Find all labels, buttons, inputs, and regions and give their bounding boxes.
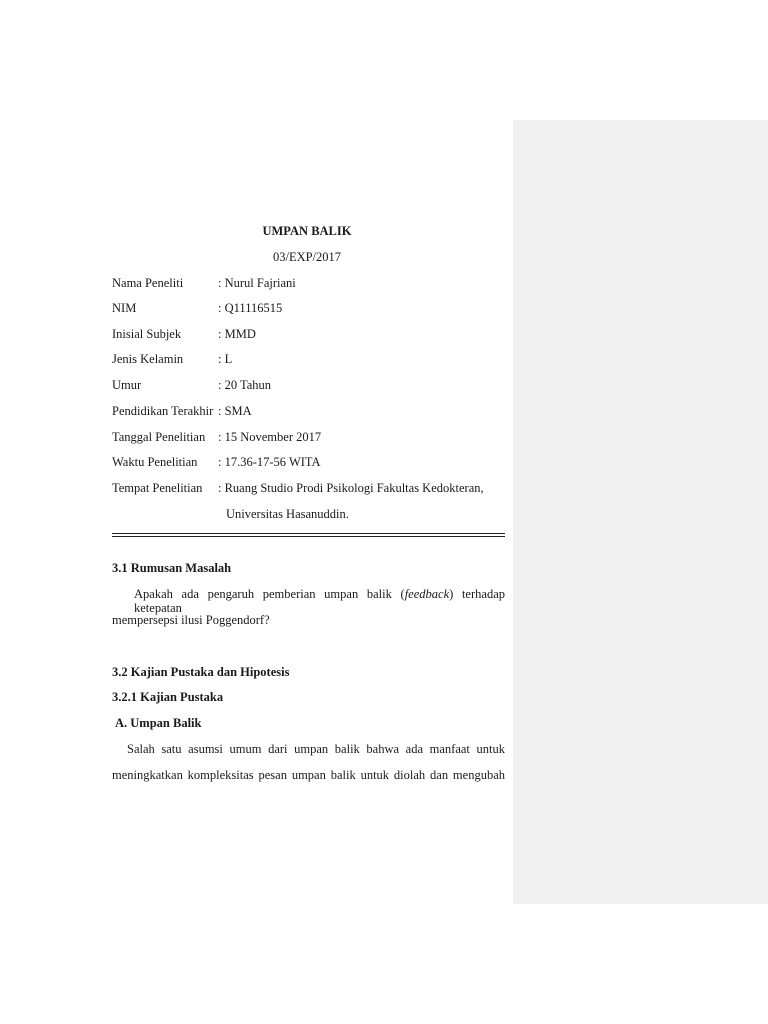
value-jenis-kelamin: : L: [218, 352, 233, 366]
value-umur: : 20 Tahun: [218, 378, 272, 392]
paragraph-3-1-line-2: mempersepsi ilusi Poggendorf?: [112, 613, 270, 627]
value-tempat-penelitian: : Ruang Studio Prodi Psikologi Fakultas Kedokteran,: [218, 481, 484, 495]
value-waktu-penelitian: : 17.36-17-56 WITA: [218, 455, 321, 469]
heading-3-2: 3.2 Kajian Pustaka dan Hipotesis: [112, 665, 290, 679]
divider-line-top: [112, 533, 505, 534]
label-waktu-penelitian: Waktu Penelitian: [112, 455, 198, 469]
label-tanggal-penelitian: Tanggal Penelitian: [112, 430, 206, 444]
document-code: 03/EXP/2017: [272, 250, 342, 264]
value-nama-peneliti: : Nurul Fajriani: [218, 276, 296, 290]
divider-line-bottom: [112, 536, 505, 537]
label-jenis-kelamin: Jenis Kelamin: [112, 352, 184, 366]
value-pendidikan-terakhir: : SMA: [218, 404, 252, 418]
paragraph-3-1-line-1: Apakah ada pengaruh pemberian umpan balik (feedback) terhadap ketepatan: [134, 587, 505, 615]
value-nim: : Q11116515: [218, 301, 283, 315]
heading-3-1: 3.1 Rumusan Masalah: [112, 561, 232, 575]
feedback-term: feedback: [404, 587, 450, 601]
paragraph-a-line-2: meningkatkan kompleksitas pesan umpan balik untuk diolah dan mengubah: [112, 768, 505, 782]
label-umur: Umur: [112, 378, 142, 392]
heading-3-2-1: 3.2.1 Kajian Pustaka: [112, 690, 224, 704]
heading-a-umpan-balik: A. Umpan Balik: [115, 716, 202, 730]
label-nim: NIM: [112, 301, 137, 315]
value-tempat-penelitian-cont: Universitas Hasanuddin.: [226, 507, 349, 521]
label-pendidikan-terakhir: Pendidikan Terakhir: [112, 404, 214, 418]
paragraph-a-line-1: Salah satu asumsi umum dari umpan balik bahwa ada manfaat untuk: [127, 742, 505, 756]
label-nama-peneliti: Nama Peneliti: [112, 276, 184, 290]
page-title: UMPAN BALIK: [262, 224, 352, 238]
label-tempat-penelitian: Tempat Penelitian: [112, 481, 203, 495]
value-tanggal-penelitian: : 15 November 2017: [218, 430, 322, 444]
value-inisial-subjek: : MMD: [218, 327, 256, 341]
label-inisial-subjek: Inisial Subjek: [112, 327, 182, 341]
